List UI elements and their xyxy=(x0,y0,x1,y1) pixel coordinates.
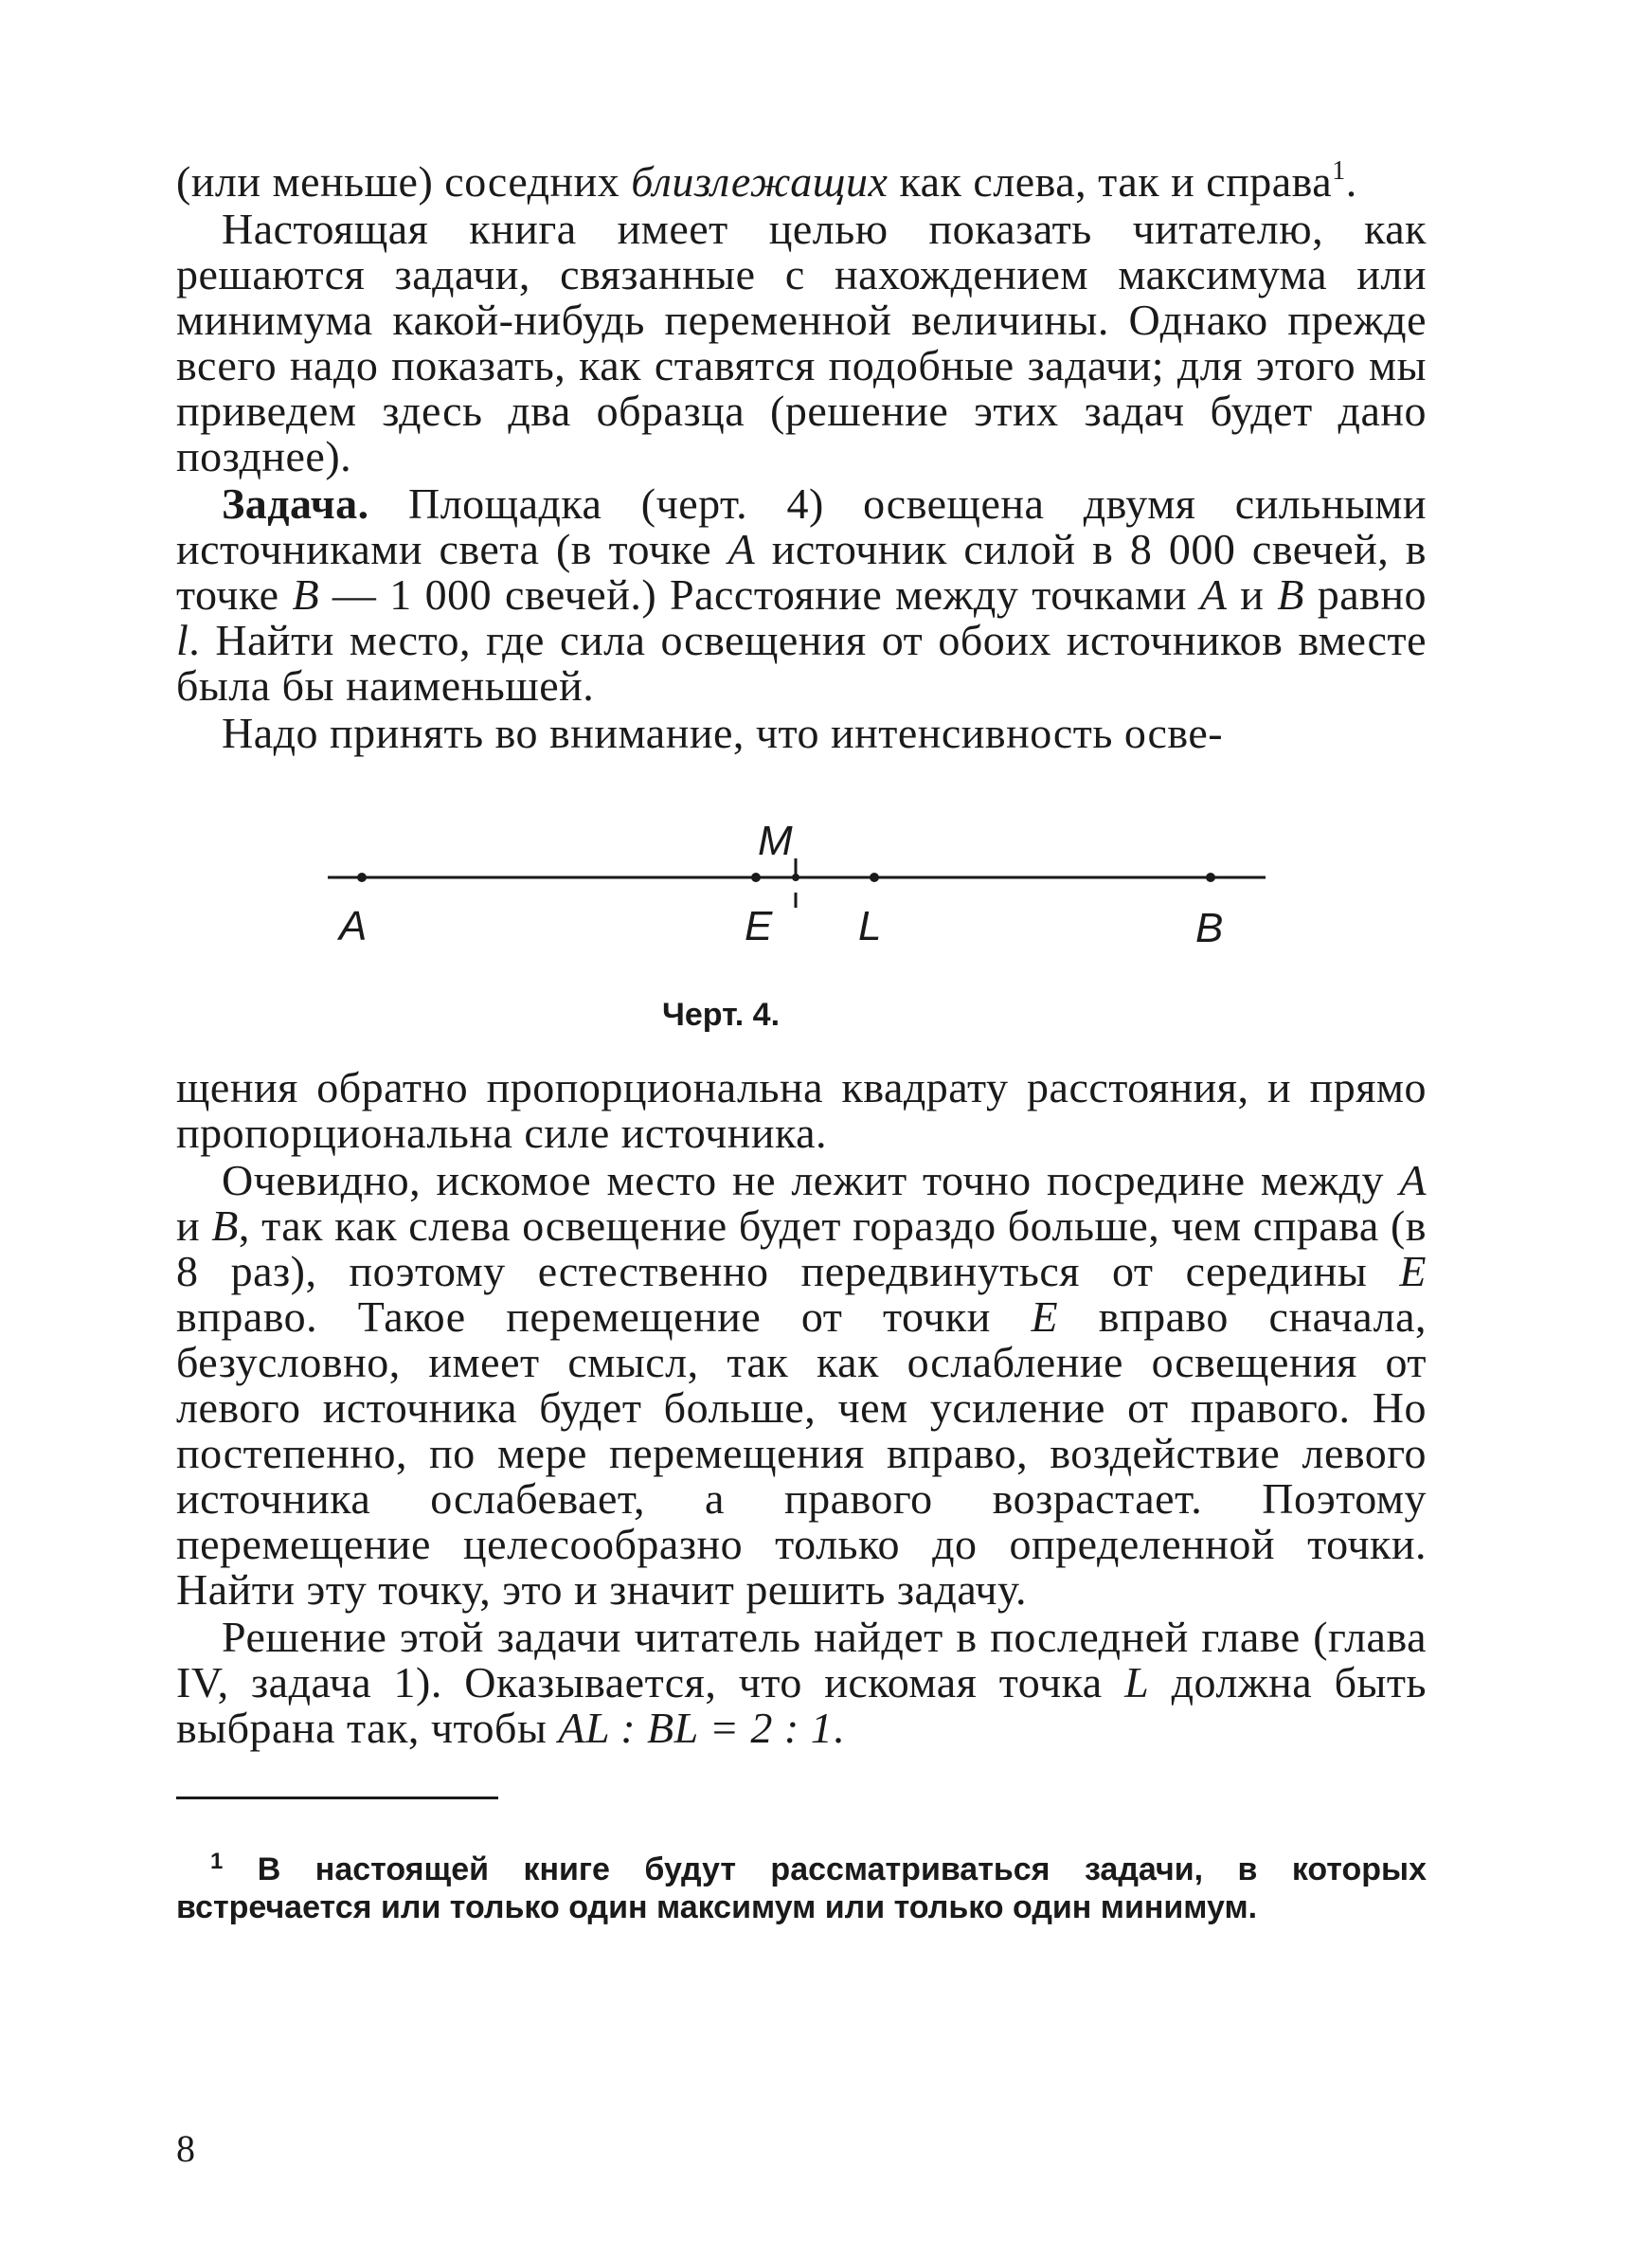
paragraph-6: Решение этой задачи читатель найдет в последней главе (глава IV, задача 1). Оказывается, что искомая точка L должна быть выбрана так, чтобы AL : BL = 2 : 1. xyxy=(176,1613,1427,1752)
label-a: A xyxy=(339,903,368,949)
point-b xyxy=(1206,873,1215,882)
point-a xyxy=(357,873,367,882)
ratio-formula: AL : BL = 2 : 1 xyxy=(558,1704,834,1752)
figure-4 xyxy=(176,781,1427,1065)
figure-caption: Черт. 4. xyxy=(661,997,781,1033)
footnote-marker: 1 xyxy=(210,1849,224,1874)
label-l: L xyxy=(858,903,882,949)
point-m xyxy=(792,874,799,881)
point-l xyxy=(870,873,879,882)
footnote-divider xyxy=(176,1797,498,1799)
paragraph-problem: Задача. Площадка (черт. 4) освещена двумя сильными источниками света (в точке A источник силой в 8 000 свечей, в точке B — 1 000 свечей.) Расстояние между точками A и B равно l. Найти место, где сила освещения от обоих источников вместе была бы наименьшей. xyxy=(176,479,1428,710)
paragraph-3: Надо принять во внимание, что интенсивность осве- xyxy=(222,709,1224,757)
paragraph-4: щения обратно пропорциональна квадрату расстояния, и прямо пропорциональна силе источника. xyxy=(176,1063,1427,1157)
page-number: 8 xyxy=(176,2127,195,2170)
paragraph-1: Настоящая книга имеет целью показать читателю, как решаются задачи, связанные с нахождением максимума или минимума какой-нибудь переменной величины. Однако прежде всего надо показать, как ставятся подобные задачи; для этого мы приведем здесь два образца (решение этих задач будет дано позднее). xyxy=(176,205,1427,480)
emphasis-word: близлежащих xyxy=(631,157,889,206)
footnote: $^1$ В настоящей книге будут рассматриваться задачи, в которых встречается или только один максимум или только один минимум. xyxy=(176,1849,1427,1925)
paragraph-0: (или меньше) соседних близлежащих как слева, так и справа$^1$. xyxy=(176,156,1357,206)
paragraph-5: Очевидно, искомое место не лежит точно посредине между A и B, так как слева освещение будет гораздо больше, чем справа (в 8 раз), поэтому естественно передвинуться от середины E вправо. Такое перемещение от точки E вправо сначала, безусловно, имеет смысл, так как ослабление освещения от левого источника будет больше, чем усиление от правого. Но постепенно, по мере перемещения вправо, воздействие левого источника ослабевает, а правого возрастает. Поэтому перемещение целесообразно только до определенной точки. Найти эту точку, это и значит решить задачу. xyxy=(176,1156,1427,1614)
point-e xyxy=(751,873,761,882)
problem-label: Задача. xyxy=(222,479,369,528)
label-m: M xyxy=(758,818,793,864)
footnote-ref[interactable]: 1 xyxy=(1332,156,1346,186)
page-body xyxy=(176,156,1428,1959)
label-e: E xyxy=(745,903,773,949)
label-b: B xyxy=(1195,905,1224,951)
figure-diagram xyxy=(176,781,1427,989)
